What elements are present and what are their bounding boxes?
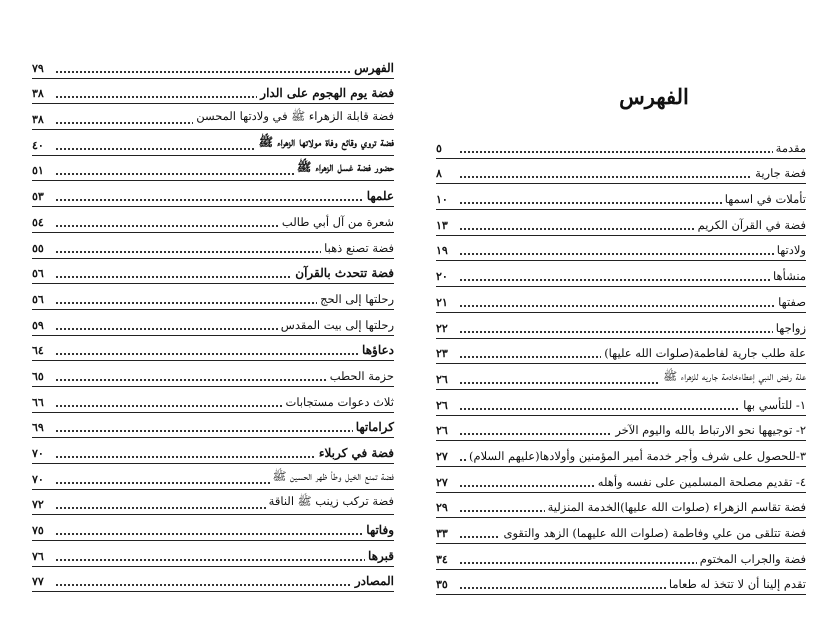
toc-entry-title: الفهرس — [351, 61, 394, 75]
right-toc-list — [414, 133, 828, 595]
toc-entry[interactable] — [436, 159, 806, 185]
toc-entry[interactable] — [32, 336, 394, 362]
dot-leader — [56, 71, 394, 73]
toc-entry-title: ٤- تقديم مصلحة المسلمين على نفسه وأهله — [595, 475, 806, 489]
toc-entry-title: فضة تتحدث بالقرآن — [292, 266, 394, 280]
toc-entry-title: حضور فضة غسل الزهراء ﷺ — [294, 160, 394, 177]
toc-entry-page: ٣٨ — [32, 87, 54, 100]
toc-entry-page: ٧٥ — [32, 524, 54, 537]
toc-entry[interactable] — [436, 544, 806, 570]
toc-entry[interactable] — [436, 313, 806, 339]
toc-entry[interactable] — [32, 310, 394, 336]
toc-entry[interactable] — [436, 570, 806, 596]
toc-entry[interactable] — [32, 207, 394, 233]
toc-entry-page: ٢٧ — [436, 476, 458, 489]
toc-entry[interactable] — [436, 339, 806, 365]
toc-entry-title: ٣-للحصول على شرف وأجر خدمة أمير المؤمنين وأولادها(عليهم السلام) — [466, 449, 806, 463]
toc-entry-page: ٢٦ — [436, 424, 458, 437]
toc-entry-page: ٣٨ — [32, 113, 54, 126]
dot-leader — [460, 253, 806, 255]
toc-entry-page: ٢٦ — [436, 399, 458, 412]
dot-leader — [460, 151, 806, 153]
toc-entry-page: ١٣ — [436, 219, 458, 232]
toc-entry[interactable] — [436, 184, 806, 210]
toc-entry[interactable] — [32, 130, 394, 156]
toc-entry-page: ٧٩ — [32, 62, 54, 75]
toc-entry-title: دعاؤها — [359, 343, 394, 357]
toc-entry-page: ٢٣ — [436, 347, 458, 360]
toc-entry[interactable] — [32, 361, 394, 387]
toc-entry-page: ٥٦ — [32, 293, 54, 306]
toc-entry[interactable] — [32, 53, 394, 79]
dot-leader — [56, 533, 394, 535]
toc-entry-title: صفتها — [775, 295, 806, 309]
toc-entry[interactable] — [32, 567, 394, 593]
toc-entry-page: ٢٠ — [436, 270, 458, 283]
toc-entry-title: قبرها — [365, 549, 394, 563]
toc-entry-title: فضة تروي وقائع وفاة مولاتها الزهراء ﷺ — [256, 135, 394, 152]
toc-entry[interactable] — [32, 438, 394, 464]
toc-entry-page: ٣٣ — [436, 527, 458, 540]
toc-entry-title: تأملات في اسمها — [722, 192, 806, 206]
toc-entry-title: فضة يوم الهجوم على الدار — [257, 86, 394, 100]
toc-entry-page: ٥٤ — [32, 216, 54, 229]
toc-entry[interactable] — [32, 490, 394, 516]
toc-entry-title: ولادتها — [774, 243, 806, 257]
dot-leader — [56, 559, 394, 561]
toc-entry-page: ٨ — [436, 167, 458, 180]
toc-entry[interactable] — [32, 413, 394, 439]
toc-entry-title: علمها — [364, 189, 394, 203]
toc-entry[interactable] — [436, 364, 806, 390]
left-toc-list — [0, 53, 414, 592]
toc-entry-page: ٥١ — [32, 164, 54, 177]
dot-leader — [460, 279, 806, 281]
toc-entry-page: ٤٠ — [32, 139, 54, 152]
toc-entry[interactable] — [32, 156, 394, 182]
toc-entry[interactable] — [436, 518, 806, 544]
toc-entry-page: ٥٦ — [32, 267, 54, 280]
toc-entry[interactable] — [436, 416, 806, 442]
dot-leader — [56, 353, 394, 355]
toc-entry-page: ٣٥ — [436, 578, 458, 591]
toc-entry[interactable] — [436, 133, 806, 159]
toc-entry-page: ١٩ — [436, 244, 458, 257]
toc-entry[interactable] — [32, 284, 394, 310]
toc-entry-title: فضة قابلة الزهراء ﷺ في ولادتها المحسن — [193, 109, 394, 126]
toc-entry[interactable] — [32, 181, 394, 207]
toc-entry[interactable] — [32, 104, 394, 130]
toc-entry[interactable] — [436, 261, 806, 287]
toc-entry-page: ٦٥ — [32, 370, 54, 383]
toc-entry-page: ٦٤ — [32, 344, 54, 357]
toc-entry-title: فضة في القرآن الكريم — [695, 218, 806, 232]
toc-entry-title: ٢- توجيهها نحو الارتباط بالله واليوم الآخر — [612, 423, 806, 437]
toc-entry-page: ٥ — [436, 142, 458, 155]
toc-entry[interactable] — [32, 541, 394, 567]
toc-entry[interactable] — [436, 390, 806, 416]
toc-entry-page: ٢٩ — [436, 501, 458, 514]
toc-entry-title: فضة جارية — [752, 166, 806, 180]
toc-entry-title: كراماتها — [353, 420, 394, 434]
toc-entry[interactable] — [436, 467, 806, 493]
dot-leader — [56, 430, 394, 432]
toc-entry[interactable] — [32, 259, 394, 285]
toc-entry-title: رحلتها إلى بيت المقدس — [278, 318, 394, 332]
toc-entry[interactable] — [32, 464, 394, 490]
page-title: الفهرس — [619, 84, 689, 109]
toc-entry-page: ٥٥ — [32, 242, 54, 255]
toc-entry-title: علة رفض النبي إعطاءخادمة جاريه للزهراء ﷺ — [660, 369, 806, 386]
toc-entry[interactable] — [436, 210, 806, 236]
toc-entry-page: ٢٧ — [436, 450, 458, 463]
toc-entry[interactable] — [32, 515, 394, 541]
toc-entry-title: منشأها — [770, 269, 806, 283]
toc-entry[interactable] — [436, 493, 806, 519]
toc-entry-page: ٦٩ — [32, 421, 54, 434]
toc-entry-title: المصادر — [352, 574, 394, 588]
toc-entry-title: وفاتها — [363, 523, 394, 537]
toc-entry-title: فضة تتلقى من علي وفاطمة (صلوات الله عليهما) الزهد والتقوى — [500, 526, 806, 540]
dot-leader — [460, 305, 806, 307]
right-page — [414, 0, 828, 639]
toc-entry-page: ٧٢ — [32, 498, 54, 511]
toc-entry-page: ٧٠ — [32, 473, 54, 486]
toc-entry[interactable] — [436, 236, 806, 262]
toc-entry-title: فضة والجراب المختوم — [697, 552, 806, 566]
toc-entry-title: فضة تمنع الخيل وطأ ظهر الحسين ﷺ — [270, 469, 395, 486]
toc-entry-page: ٧٧ — [32, 575, 54, 588]
toc-entry-title: زواجها — [773, 321, 806, 335]
toc-entry[interactable] — [32, 387, 394, 413]
toc-entry-page: ١٠ — [436, 193, 458, 206]
toc-entry-title: فضة تصنع ذهبا — [321, 241, 394, 255]
toc-entry-title: مقدمة — [773, 141, 806, 155]
toc-entry-title: ثلاث دعوات مستجابات — [283, 395, 395, 409]
toc-entry[interactable] — [32, 233, 394, 259]
toc-entry-title: فضة تقاسم الزهراء (صلوات الله عليها)الخدمة المنزلية — [545, 500, 806, 514]
toc-entry-page: ٥٣ — [32, 190, 54, 203]
toc-entry-page: ٣٤ — [436, 553, 458, 566]
toc-entry[interactable] — [436, 287, 806, 313]
dot-leader — [56, 199, 394, 201]
dot-leader — [460, 331, 806, 333]
toc-entry-title: رحلتها إلى الحج — [317, 292, 394, 306]
toc-entry-page: ٧٦ — [32, 550, 54, 563]
toc-entry-page: ٥٩ — [32, 319, 54, 332]
toc-entry-title: تقدم إلينا أن لا تتخذ له طعاما — [666, 577, 806, 591]
toc-entry-page: ٢٢ — [436, 322, 458, 335]
toc-entry-page: ٦٦ — [32, 396, 54, 409]
toc-entry-title: فضة في كربلاء — [316, 446, 394, 460]
toc-entry-page: ٢٦ — [436, 373, 458, 386]
toc-entry-page: ٢١ — [436, 296, 458, 309]
toc-entry-title: ١- للتأسي بها — [740, 398, 806, 412]
toc-entry[interactable] — [436, 441, 806, 467]
toc-entry[interactable] — [32, 79, 394, 105]
toc-entry-title: علة طلب جارية لفاطمة(صلوات الله عليها) — [601, 346, 806, 360]
toc-entry-title: فضة تركب زينب ﷺ الناقة — [266, 494, 394, 511]
dot-leader — [56, 584, 394, 586]
toc-entry-title: حزمة الحطب — [327, 369, 394, 383]
toc-entry-page: ٧٠ — [32, 447, 54, 460]
toc-entry-title: شعرة من آل أبي طالب — [279, 215, 394, 229]
